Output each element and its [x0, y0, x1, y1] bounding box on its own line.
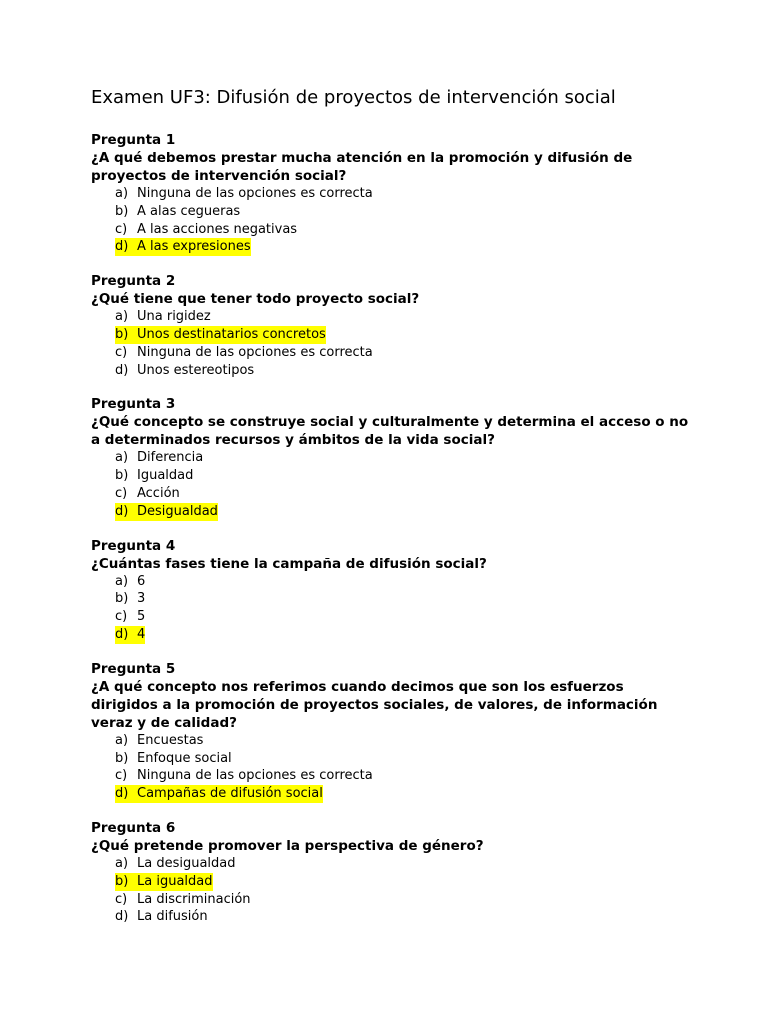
option-item	[91, 221, 691, 239]
option-text: A alas cegueras	[137, 203, 241, 219]
answer-highlight	[115, 238, 251, 256]
option-text: Unos destinatarios concretos	[137, 326, 326, 342]
option-letter: b)	[115, 203, 129, 219]
document-title: Examen UF3: Difusión de proyectos de intervención social	[91, 87, 616, 108]
question-number: Pregunta 3	[91, 396, 176, 413]
option-text: La discriminación	[137, 891, 251, 907]
option-letter: b)	[115, 873, 129, 889]
option-letter: b)	[115, 468, 129, 484]
option-text: Una rigidez	[137, 309, 211, 325]
option-item	[91, 732, 691, 750]
option-text: Ninguna de las opciones es correcta	[137, 344, 373, 360]
question-text: ¿Cuántas fases tiene la campaña de difusión social?	[91, 555, 487, 572]
option-content	[115, 344, 373, 362]
question-number: Pregunta 1	[91, 132, 176, 148]
question-block	[91, 660, 691, 803]
option-list	[91, 732, 691, 803]
option-list	[91, 185, 691, 256]
answer-highlight	[115, 326, 326, 344]
option-text: Acción	[137, 485, 180, 501]
question-number: Pregunta 4	[91, 537, 176, 554]
option-content	[115, 221, 297, 239]
option-item	[91, 185, 691, 203]
option-letter: d)	[115, 239, 129, 255]
option-letter: d)	[115, 909, 129, 925]
option-text: Desigualdad	[137, 503, 218, 519]
option-content	[115, 608, 145, 626]
document-page	[91, 85, 691, 942]
option-letter: b)	[115, 750, 129, 766]
option-text: La desigualdad	[137, 855, 236, 871]
option-item	[91, 908, 691, 926]
option-item	[91, 485, 691, 503]
option-item	[91, 590, 691, 608]
option-content	[115, 573, 145, 591]
option-letter: d)	[115, 503, 129, 519]
option-letter: d)	[115, 362, 129, 378]
question-text: ¿A qué debemos prestar mucha atención en la promoción y difusión de proyectos de intervención social?	[91, 150, 633, 184]
option-item	[91, 891, 691, 909]
option-content	[115, 855, 236, 873]
option-item	[91, 467, 691, 485]
option-content	[115, 362, 254, 380]
option-item-correct	[91, 503, 691, 521]
option-list	[91, 855, 691, 926]
option-content	[115, 203, 240, 221]
option-item	[91, 344, 691, 362]
option-text: 5	[137, 609, 146, 625]
question-text: ¿Qué pretende promover la perspectiva de género?	[91, 837, 484, 854]
option-letter: d)	[115, 786, 129, 802]
option-text: Campañas de difusión social	[137, 786, 323, 802]
option-text: Ninguna de las opciones es correcta	[137, 768, 373, 784]
question-list	[91, 131, 691, 926]
option-letter: a)	[115, 450, 129, 466]
option-content	[115, 485, 180, 503]
option-list	[91, 573, 691, 644]
option-text: La difusión	[137, 909, 208, 925]
option-text: Unos estereotipos	[137, 362, 255, 378]
option-letter: d)	[115, 626, 129, 642]
option-content	[115, 590, 145, 608]
option-item-correct	[91, 326, 691, 344]
option-letter: a)	[115, 309, 129, 325]
question-number: Pregunta 2	[91, 273, 176, 290]
option-item-correct	[91, 873, 691, 891]
question-text: ¿A qué concepto nos referimos cuando decimos que son los esfuerzos dirigidos a la promoción de proyectos sociales, de valores, de información veraz y de calidad?	[91, 678, 658, 731]
option-content	[115, 750, 232, 768]
option-content	[115, 767, 373, 785]
question-number: Pregunta 5	[91, 660, 176, 677]
question-block	[91, 537, 691, 644]
option-item-correct	[91, 785, 691, 803]
option-letter: c)	[115, 485, 128, 501]
answer-highlight	[115, 626, 145, 644]
option-item	[91, 308, 691, 326]
option-text: Diferencia	[137, 450, 204, 466]
option-text: La igualdad	[137, 873, 213, 889]
option-text: A las acciones negativas	[137, 221, 298, 237]
question-number: Pregunta 6	[91, 819, 176, 836]
answer-highlight	[115, 873, 213, 891]
question-block	[91, 819, 691, 926]
option-letter: b)	[115, 326, 129, 342]
option-letter: b)	[115, 591, 129, 607]
option-content	[115, 908, 208, 926]
question-block	[91, 272, 691, 379]
option-text: Enfoque social	[137, 750, 232, 766]
question-text: ¿Qué tiene que tener todo proyecto social?	[91, 291, 420, 308]
option-letter: c)	[115, 221, 128, 237]
option-letter: c)	[115, 344, 128, 360]
option-item	[91, 608, 691, 626]
option-content	[115, 308, 211, 326]
option-letter: c)	[115, 609, 128, 625]
option-content	[115, 467, 193, 485]
option-letter: c)	[115, 768, 128, 784]
answer-highlight	[115, 785, 323, 803]
option-letter: c)	[115, 891, 128, 907]
option-item	[91, 203, 691, 221]
option-item-correct	[91, 238, 691, 256]
option-list	[91, 308, 691, 379]
option-text: Encuestas	[137, 732, 204, 748]
answer-highlight	[115, 503, 218, 521]
option-letter: a)	[115, 855, 129, 871]
option-text: Igualdad	[137, 468, 194, 484]
option-content	[115, 732, 203, 750]
question-text: ¿Qué concepto se construye social y culturalmente y determina el acceso o no a determinados recursos y ámbitos de la vida social?	[91, 414, 689, 449]
option-text: 4	[137, 626, 146, 642]
option-text: 3	[137, 591, 146, 607]
option-letter: a)	[115, 732, 129, 748]
option-item	[91, 767, 691, 785]
option-item-correct	[91, 626, 691, 644]
option-content	[115, 891, 251, 909]
option-item	[91, 362, 691, 380]
option-item	[91, 449, 691, 467]
option-content	[115, 185, 373, 203]
option-content	[115, 449, 203, 467]
option-item	[91, 573, 691, 591]
option-text: 6	[137, 573, 146, 589]
option-letter: a)	[115, 573, 129, 589]
question-block	[91, 131, 691, 256]
option-item	[91, 855, 691, 873]
option-letter: a)	[115, 186, 129, 201]
option-text: Ninguna de las opciones es correcta	[137, 186, 373, 201]
option-text: A las expresiones	[137, 239, 251, 255]
option-item	[91, 750, 691, 768]
option-list	[91, 449, 691, 520]
question-block	[91, 395, 691, 520]
